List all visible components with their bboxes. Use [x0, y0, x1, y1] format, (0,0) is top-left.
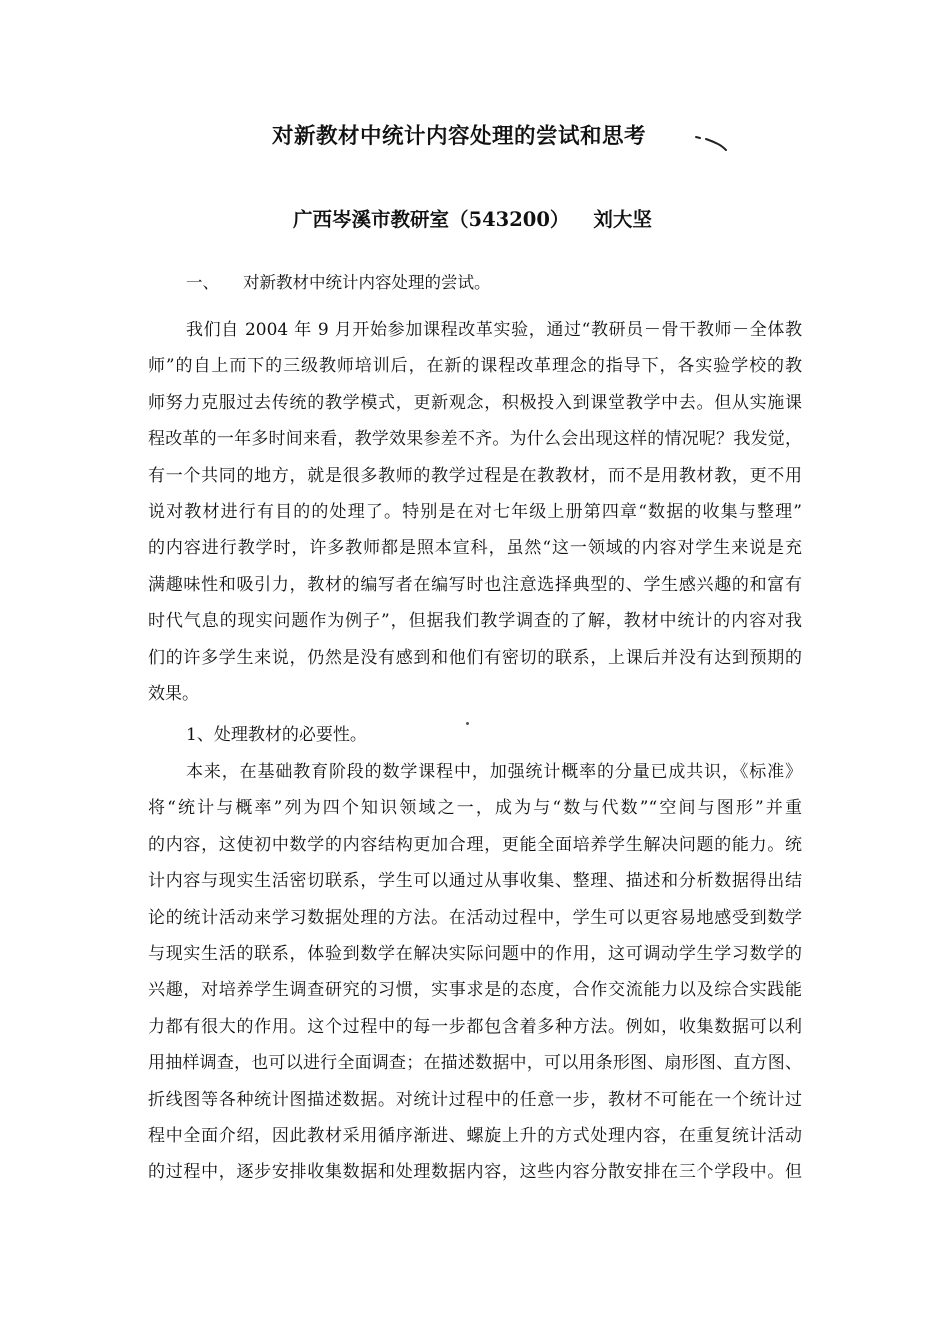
- document-title: 对新教材中统计内容处理的尝试和思考: [272, 124, 647, 149]
- text-line: 们的许多学生来说，仍然是没有感到和他们有密切的联系，上课后并没有达到预期的: [148, 647, 802, 668]
- section-number: 一、: [186, 273, 219, 292]
- text-line: 将“统计与概率”列为四个知识领域之一，成为与“数与代数”“空间与图形”并重: [148, 798, 802, 819]
- text-line: 用抽样调查，也可以进行全面调查；在描述数据中，可以用条形图、扇形图、直方图、: [148, 1053, 802, 1074]
- section-heading-text: 对新教材中统计内容处理的尝试。: [243, 273, 491, 292]
- text-line: 满趣味性和吸引力，教材的编写者在编写时也注意选择典型的、学生感兴趣的和富有: [148, 574, 802, 595]
- text-line: 说对教材进行有目的的处理了。特别是在对七年级上册第四章“数据的收集与整理”: [148, 501, 802, 522]
- text-line: 我们自 2004 年 9 月开始参加课程改革实验，通过“教研员－骨干教师－全体教: [186, 320, 802, 340]
- text-line: 论的统计活动来学习数据处理的方法。在活动过程中，学生可以更容易地感受到数学: [148, 907, 802, 928]
- text-line: 师努力克服过去传统的教学模式，更新观念，积极投入到课堂教学中去。但从实施课: [148, 392, 802, 413]
- pen-mark-icon: [694, 133, 730, 153]
- text-line: 效果。: [148, 683, 199, 704]
- text-line: 的过程中，逐步安排收集数据和处理数据内容，这些内容分散安排在三个学段中。但: [148, 1162, 802, 1183]
- affiliation: 广西岑溪市教研室（543200）: [293, 208, 570, 231]
- document-subtitle: [293, 203, 652, 237]
- text-line: 程中全面介绍，因此教材采用循序渐进、螺旋上升的方式处理内容，在重复统计活动: [148, 1125, 802, 1146]
- text-line: 本来，在基础教育阶段的数学课程中，加强统计概率的分量已成共识，《标准》: [186, 762, 802, 782]
- text-line: 时代气息的现实问题作为例子”，但据我们教学调查的了解，教材中统计的内容对我: [148, 611, 802, 632]
- paragraph-1: [148, 312, 802, 712]
- text-line: 程改革的一年多时间来看，教学效果参差不齐。为什么会出现这样的情况呢？我发觉，: [148, 429, 802, 450]
- author-name: 刘大坚: [593, 208, 652, 231]
- text-line: 与现实生活的联系，体验到数学在解决实际问题中的作用，这可调动学生学习数学的: [148, 943, 802, 964]
- section-heading: [186, 266, 491, 300]
- paragraph-2: [148, 754, 802, 1191]
- text-line: 师”的自上而下的三级教师培训后，在新的课程改革理念的指导下，各实验学校的教: [148, 356, 802, 377]
- text-line: 计内容与现实生活密切联系，学生可以通过从事收集、整理、描述和分析数据得出结: [148, 871, 802, 892]
- text-line: 的内容进行教学时，许多教师都是照本宣科，虽然“这一领域的内容对学生来说是充: [148, 538, 802, 559]
- text-line: 兴趣，对培养学生调查研究的习惯，实事求是的态度，合作交流能力以及综合实践能: [148, 980, 802, 1001]
- text-line: 力都有很大的作用。这个过程中的每一步都包含着多种方法。例如，收集数据可以利: [148, 1016, 802, 1037]
- scan-speck: [466, 722, 469, 725]
- subsection-heading: 1、处理教材的必要性。: [186, 725, 367, 745]
- text-line: 有一个共同的地方，就是很多教师的教学过程是在教教材，而不是用教材教，更不用: [148, 465, 802, 486]
- text-line: 的内容，这使初中数学的内容结构更加合理，更能全面培养学生解决问题的能力。统: [148, 834, 802, 855]
- text-line: 折线图等各种统计图描述数据。对统计过程中的任意一步，教材不可能在一个统计过: [148, 1089, 802, 1110]
